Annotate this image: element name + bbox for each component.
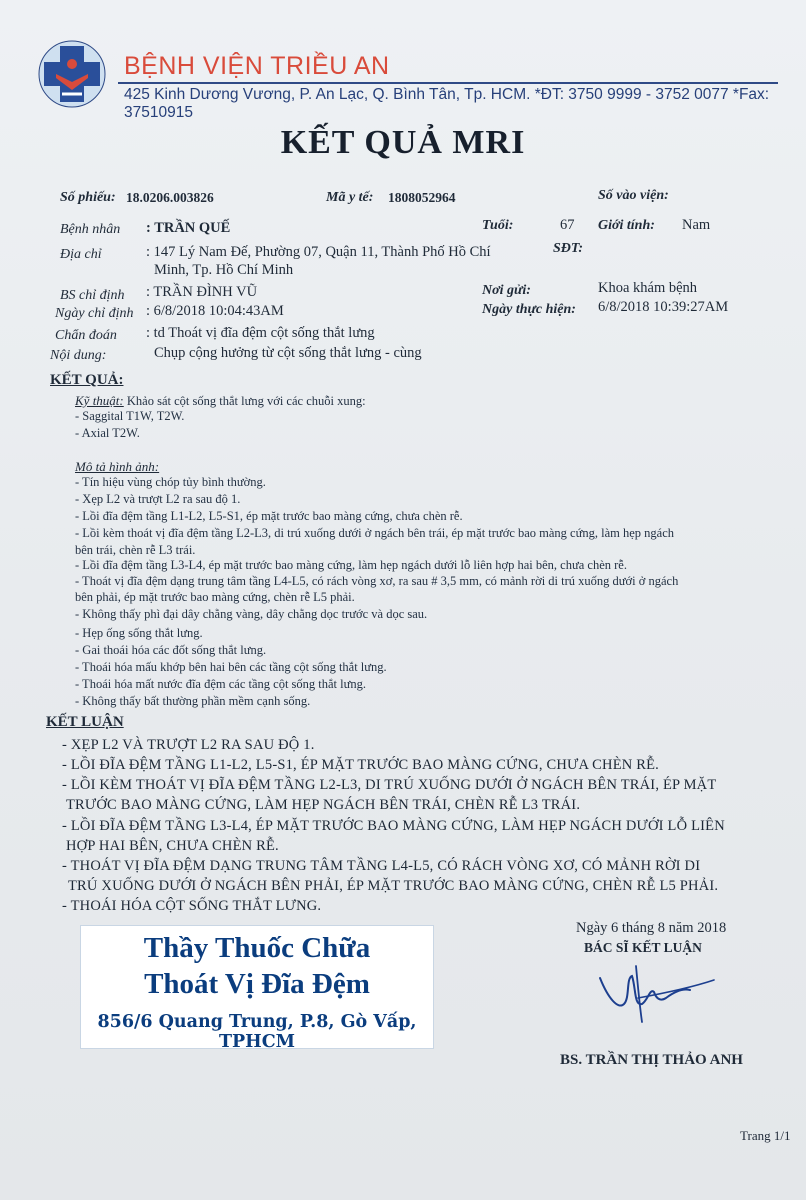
mo-ta-line: - Không thấy bất thường phần mềm cạnh sống.: [75, 694, 311, 708]
mo-ta-line: - Không thấy phì đại dây chằng vàng, dây chằng dọc trước và dọc sau.: [75, 607, 428, 621]
doctor-name: BS. TRẦN THỊ THẢO ANH: [560, 1052, 743, 1068]
mo-ta-line: - Thoái hóa mất nước đĩa đệm các tầng cột sống thắt lưng.: [75, 677, 367, 691]
mo-ta-line: - Lồi đĩa đệm tầng L1-L2, L5-S1, ép mặt trước bao màng cứng, chưa chèn rễ.: [75, 509, 463, 523]
mo-ta-line: bên trái, chèn rễ L3 trái.: [75, 543, 196, 557]
sdt-label: SĐT:: [553, 241, 584, 256]
ngay-chi-dinh-value: : 6/8/2018 10:04:43AM: [146, 303, 284, 319]
ky-thuat-item: - Saggital T1W, T2W.: [75, 409, 185, 423]
bs-chi-dinh-label: BS chỉ định: [60, 288, 125, 303]
ky-thuat-line: [75, 392, 366, 410]
page-title: KẾT QUẢ MRI: [280, 124, 526, 161]
ket-luan-line: - THOÁI HÓA CỘT SỐNG THẮT LƯNG.: [62, 898, 322, 914]
advert-line-2: Thoát Vị Đĩa Đệm: [144, 968, 370, 1000]
dia-chi-line2: Minh, Tp. Hồ Chí Minh: [154, 262, 294, 278]
ky-thuat-text: Khảo sát cột sống thắt lưng với các chuỗi xung:: [123, 394, 366, 408]
ket-luan-line: TRƯỚC BAO MÀNG CỨNG, LÀM HẸP NGÁCH BÊN TRÁI, CHÈN RỄ L3 TRÁI.: [66, 797, 581, 813]
advert-address: 856/6 Quang Trung, P.8, Gò Vấp, TPHCM: [97, 1012, 417, 1052]
mo-ta-line: - Xẹp L2 và trượt L2 ra sau độ 1.: [75, 492, 241, 506]
ma-yte-value: 1808052964: [388, 190, 456, 205]
mo-ta-line: - Thoái hóa mấu khớp bên hai bên các tầng cột sống thắt lưng.: [75, 660, 387, 674]
ket-luan-line: - LỒI ĐĨA ĐỆM TẦNG L1-L2, L5-S1, ÉP MẶT TRƯỚC BAO MÀNG CỨNG, CHƯA CHÈN RỄ.: [62, 757, 660, 773]
bs-chi-dinh-value: : TRẦN ĐÌNH VŨ: [146, 284, 258, 300]
ket-qua-heading: KẾT QUẢ:: [50, 372, 124, 388]
handwritten-signature-icon: [590, 958, 720, 1028]
chan-doan-value: : td Thoát vị đĩa đệm cột sống thắt lưng: [146, 325, 375, 341]
noi-dung-value: Chụp cộng hưởng từ cột sống thắt lưng - cùng: [154, 345, 422, 361]
mo-ta-line: bên phải, ép mặt trước bao màng cứng, chèn rễ L5 phải.: [75, 590, 355, 604]
gioi-tinh-value: Nam: [682, 217, 711, 233]
ket-luan-line: TRÚ XUỐNG DƯỚI Ở NGÁCH BÊN PHẢI, ÉP MẶT TRƯỚC BAO MÀNG CỨNG, CHÈN RỄ L5 PHẢI.: [68, 878, 719, 894]
header-divider: [118, 82, 778, 84]
gioi-tinh-label: Giới tính:: [598, 218, 655, 233]
ngay-thuc-hien-label: Ngày thực hiện:: [482, 302, 576, 317]
so-phieu-value: 18.0206.003826: [126, 190, 214, 205]
mo-ta-line: - Lồi kèm thoát vị đĩa đệm tầng L2-L3, di trú xuống dưới ở ngách bên trái, ép mặt trước bao màng cứng, làm hẹp ngách: [75, 526, 675, 540]
hospital-cross-logo-icon: [36, 38, 108, 110]
dia-chi-line1: : 147 Lý Nam Đế, Phường 07, Quận 11, Thành Phố Hồ Chí: [146, 244, 491, 260]
ngay-chi-dinh-label: Ngày chỉ định: [55, 306, 134, 321]
page-number: Trang 1/1: [740, 1128, 791, 1143]
ket-luan-line: - THOÁT VỊ ĐĨA ĐỆM DẠNG TRUNG TÂM TẦNG L4-L5, CÓ RÁCH VÒNG XƠ, CÓ MẢNH RỜI DI: [62, 858, 701, 874]
mo-ta-line: - Tín hiệu vùng chóp tủy bình thường.: [75, 475, 266, 489]
chan-doan-label: Chẩn đoán: [55, 328, 117, 343]
mo-ta-line: - Thoát vị đĩa đệm dạng trung tâm tầng L4-L5, có rách vòng xơ, ra sau # 3,5 mm, có mảnh rời di trú xuống dưới ở ngách: [75, 574, 679, 588]
clinic-advert-box: [80, 925, 434, 1052]
ky-thuat-item: - Axial T2W.: [75, 426, 140, 440]
tuoi-value: 67: [560, 217, 575, 233]
mo-ta-line: - Lồi đĩa đệm tầng L3-L4, ép mặt trước bao màng cứng, làm hẹp ngách dưới lỗ liên hợp hai bên, chưa chèn rễ.: [75, 558, 627, 572]
benh-nhan-value: : TRẦN QUẾ: [146, 220, 231, 236]
mo-ta-label: Mô tả hình ảnh:: [75, 459, 160, 474]
ky-thuat-label: Kỹ thuật:: [75, 393, 124, 408]
mo-ta-line: - Hẹp ống sống thắt lưng.: [75, 626, 203, 640]
ngay-thuc-hien-value: 6/8/2018 10:39:27AM: [598, 299, 729, 315]
ket-luan-heading: KẾT LUẬN: [46, 714, 124, 730]
ket-luan-line: - XẸP L2 VÀ TRƯỢT L2 RA SAU ĐỘ 1.: [62, 737, 315, 753]
ma-yte-label: Mã y tế:: [326, 190, 374, 205]
signature-role: BÁC SĨ KẾT LUẬN: [584, 940, 702, 955]
mo-ta-line: - Gai thoái hóa các đốt sống thắt lưng.: [75, 643, 267, 657]
ket-luan-line: - LỒI KÈM THOÁT VỊ ĐĨA ĐỆM TẦNG L2-L3, DI TRÚ XUỐNG DƯỚI Ở NGÁCH BÊN TRÁI, ÉP MẶT: [62, 777, 717, 793]
hospital-address: 425 Kinh Dương Vương, P. An Lạc, Q. Bình Tân, Tp. HCM. *ĐT: 3750 9999 - 3752 0077 *Fax: 37510915: [124, 86, 770, 121]
noi-gui-label: Nơi gửi:: [482, 283, 531, 298]
ket-luan-line: HỢP HAI BÊN, CHƯA CHÈN RỄ.: [66, 838, 279, 854]
report-date: Ngày 6 tháng 8 năm 2018: [576, 920, 727, 936]
noi-dung-label: Nội dung:: [50, 348, 107, 363]
benh-nhan-label: Bệnh nhân: [60, 222, 121, 237]
ket-luan-line: - LỒI ĐĨA ĐỆM TẦNG L3-L4, ÉP MẶT TRƯỚC BAO MÀNG CỨNG, LÀM HẸP NGÁCH DƯỚI LỖ LIÊN: [62, 818, 725, 834]
so-phieu-label: Số phiếu:: [60, 190, 116, 205]
dia-chi-label: Địa chỉ: [60, 247, 102, 262]
so-vao-vien-label: Số vào viện:: [598, 188, 669, 203]
advert-line-1: Thầy Thuốc Chữa: [143, 932, 371, 964]
noi-gui-value: Khoa khám bệnh: [598, 280, 698, 296]
tuoi-label: Tuổi:: [482, 218, 514, 233]
hospital-name: BỆNH VIỆN TRIỀU AN: [124, 52, 390, 80]
